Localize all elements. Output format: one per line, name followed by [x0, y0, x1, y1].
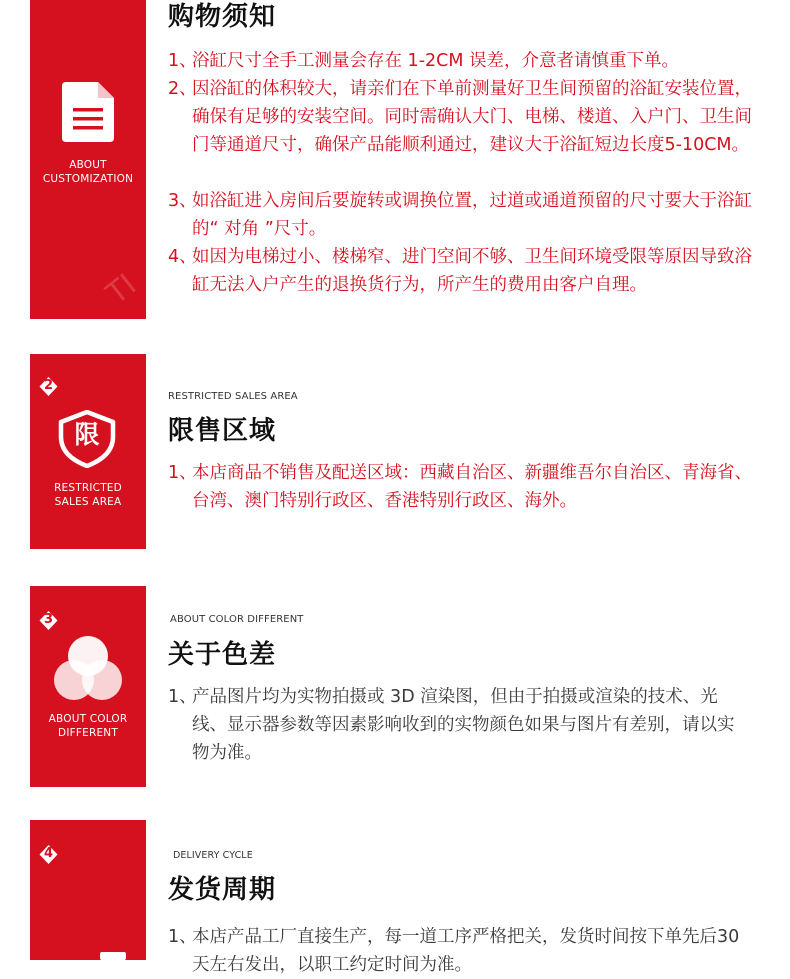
card-label: ABOUT CUSTOMIZATION [42, 159, 134, 185]
document-icon [60, 80, 116, 144]
item-text: 因浴缸的体积较大，请亲们在下单前测量好卫生间预留的浴缸安装位置，确保有足够的安装空间。同时需确认大门、电梯、楼道、入户门、卫生间门等通道尺寸，确保产品能顺利通过，建议大于浴缸短边长度5-10CM。 [192, 79, 752, 155]
item-number: 1、 [168, 51, 197, 71]
item-number: 1、 [168, 463, 197, 483]
list-item [168, 187, 758, 243]
item-number: 1、 [168, 687, 197, 707]
watermark: TI [100, 267, 144, 312]
item-number: 4、 [168, 247, 197, 267]
list-item [168, 243, 758, 299]
list-item [168, 683, 738, 767]
color-circles-icon [50, 634, 126, 702]
item-text: 本店商品不销售及配送区域：西藏自治区、新疆维吾尔自治区、青海省、台湾、澳门特别行政区、香港特别行政区、海外。 [192, 463, 752, 511]
color-difference-card [30, 586, 146, 787]
item-text: 如因为电梯过小、楼梯窄、进门空间不够、卫生间环境受限等原因导致浴缸无法入户产生的退换货行为，所产生的费用由客户自理。 [192, 247, 752, 295]
restricted-area-card [30, 354, 146, 549]
list-item [168, 923, 748, 979]
card-label: ABOUT COLOR DIFFERENT [48, 713, 128, 739]
section-subtitle: RESTRICTED SALES AREA [168, 391, 298, 402]
section-subtitle: DELIVERY CYCLE [173, 850, 253, 861]
section-badge: 3 [38, 610, 59, 631]
section-title: 发货周期 [168, 875, 277, 905]
item-number: 3、 [168, 191, 197, 211]
item-text: 如浴缸进入房间后要旋转或调换位置，过道或通道预留的尺寸要大于浴缸的“ 对角 ”尺寸。 [192, 191, 752, 239]
section-badge: 2 [38, 376, 59, 397]
section-title: 限售区域 [168, 416, 277, 446]
item-text: 产品图片均为实物拍摄或 3D 渲染图，但由于拍摄或渲染的技术、光线、显示器参数等因素影响收到的实物颜色如果与图片有差别，请以实物为准。 [192, 687, 735, 763]
delivery-icon [100, 952, 128, 960]
list-item [168, 459, 768, 515]
item-number: 1、 [168, 927, 197, 947]
delivery-card [30, 820, 146, 960]
section-title: 购物须知 [168, 2, 277, 32]
card-label: RESTRICTED SALES AREA [54, 482, 122, 508]
section-subtitle: ABOUT COLOR DIFFERENT [170, 614, 304, 625]
section-title: 关于色差 [168, 640, 277, 670]
section-badge: 4 [38, 844, 59, 865]
customization-card [30, 0, 146, 319]
item-text: 本店产品工厂直接生产，每一道工序严格把关，发货时间按下单先后30 天左右发出，以职工约定时间为准。 [192, 927, 740, 975]
list-item [168, 75, 758, 159]
shield-character: 限 [74, 420, 100, 449]
item-number: 2、 [168, 79, 197, 99]
list-item [168, 47, 758, 75]
item-text: 浴缸尺寸全手工测量会存在 1-2CM 误差，介意者请慎重下单。 [192, 51, 680, 71]
